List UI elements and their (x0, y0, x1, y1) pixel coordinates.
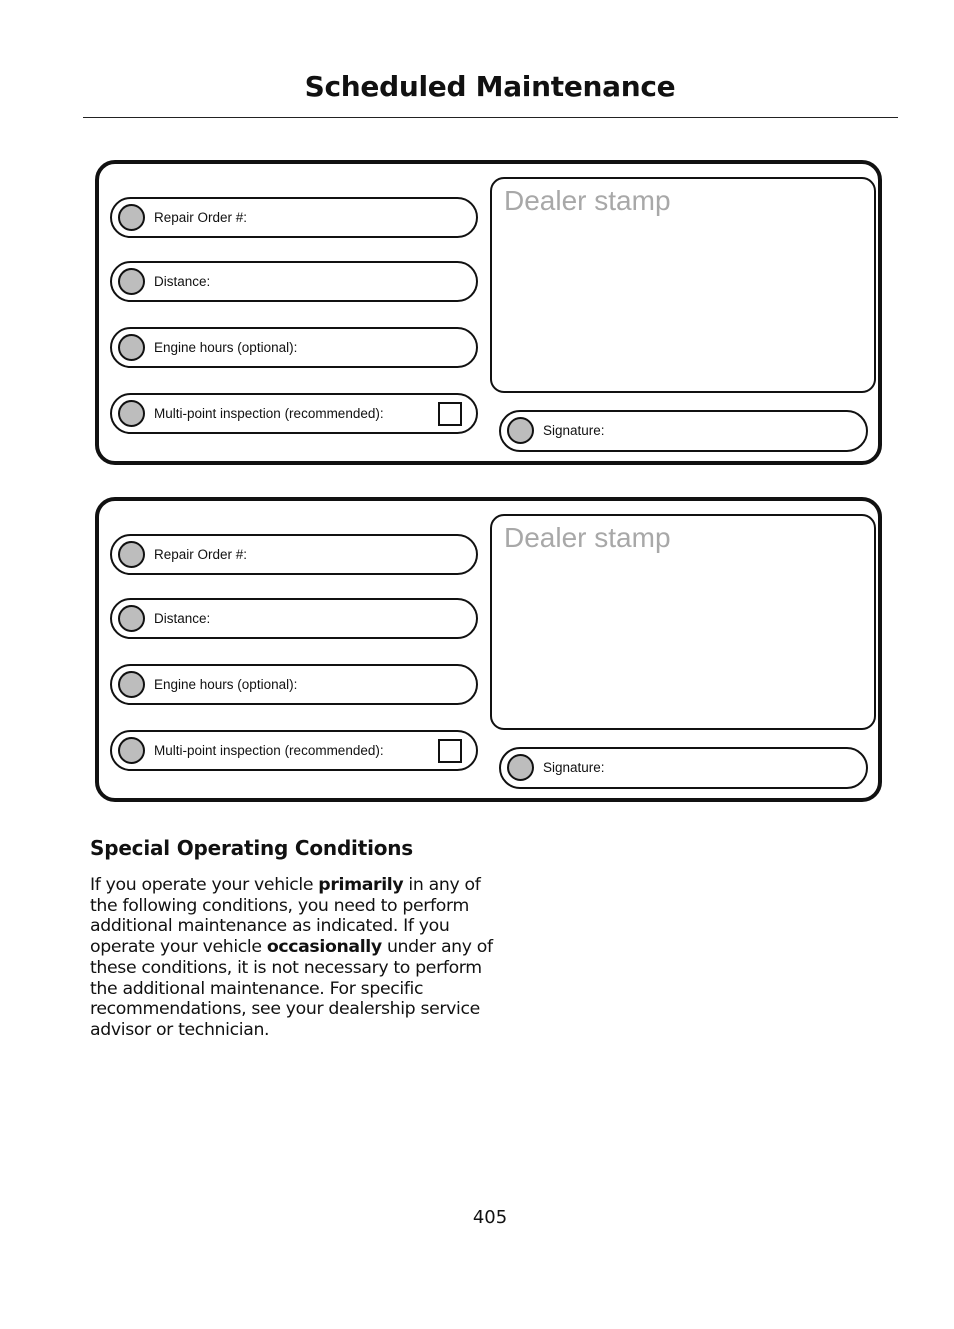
bullet-circle-icon (118, 400, 145, 427)
bullet-circle-icon (118, 605, 145, 632)
paragraph-text: under any of these conditions, it is not necessary to perform the additional maintenance. For specific recommendations, see your dealership service advisor or technician. (90, 937, 493, 1040)
page-title: Scheduled Maintenance (304, 70, 676, 103)
bullet-circle-icon (118, 671, 145, 698)
bullet-circle-icon (507, 417, 534, 444)
bullet-circle-icon (118, 541, 145, 568)
inspection-checkbox[interactable] (438, 402, 462, 426)
bullet-circle-icon (118, 737, 145, 764)
distance-label: Distance: (154, 274, 211, 289)
signature-label: Signature: (543, 760, 605, 775)
emphasis-primarily: primarily (318, 875, 404, 895)
distance-field[interactable] (110, 598, 478, 639)
bullet-circle-icon (118, 334, 145, 361)
repair-order-field[interactable] (110, 197, 478, 238)
emphasis-occasionally: occasionally (266, 937, 382, 958)
signature-field[interactable] (499, 747, 868, 789)
signature-label: Signature: (543, 423, 605, 438)
bullet-circle-icon (118, 204, 145, 231)
engine-hours-field[interactable] (110, 664, 478, 705)
repair-order-field[interactable] (110, 534, 478, 575)
inspection-label: Multi-point inspection (recommended): (154, 743, 384, 758)
dealer-stamp-label: Dealer stamp (504, 185, 671, 216)
repair-order-label: Repair Order #: (154, 547, 248, 562)
engine-hours-label: Engine hours (optional): (154, 340, 298, 355)
distance-label: Distance: (154, 611, 211, 626)
dealer-stamp-box (490, 514, 876, 730)
bullet-circle-icon (507, 754, 534, 781)
paragraph-text: If you operate your vehicle (90, 875, 319, 895)
section-heading: Special Operating Conditions (90, 836, 414, 860)
engine-hours-field[interactable] (110, 327, 478, 368)
inspection-checkbox[interactable] (438, 739, 462, 763)
distance-field[interactable] (110, 261, 478, 302)
signature-field[interactable] (499, 410, 868, 452)
bullet-circle-icon (118, 268, 145, 295)
body-paragraph (90, 875, 510, 1041)
engine-hours-label: Engine hours (optional): (154, 677, 298, 692)
inspection-field (110, 393, 478, 434)
inspection-field (110, 730, 478, 771)
paragraph-text: in any of the following conditions, you need to perform additional maintenance as indicated. If you operate your vehicle (90, 875, 481, 958)
page-number: 405 (472, 1207, 508, 1228)
dealer-stamp-box (490, 177, 876, 393)
maintenance-record-2 (95, 497, 882, 802)
title-divider (83, 117, 898, 118)
dealer-stamp-label: Dealer stamp (504, 522, 671, 553)
repair-order-label: Repair Order #: (154, 210, 248, 225)
inspection-label: Multi-point inspection (recommended): (154, 406, 384, 421)
maintenance-record-1 (95, 160, 882, 465)
